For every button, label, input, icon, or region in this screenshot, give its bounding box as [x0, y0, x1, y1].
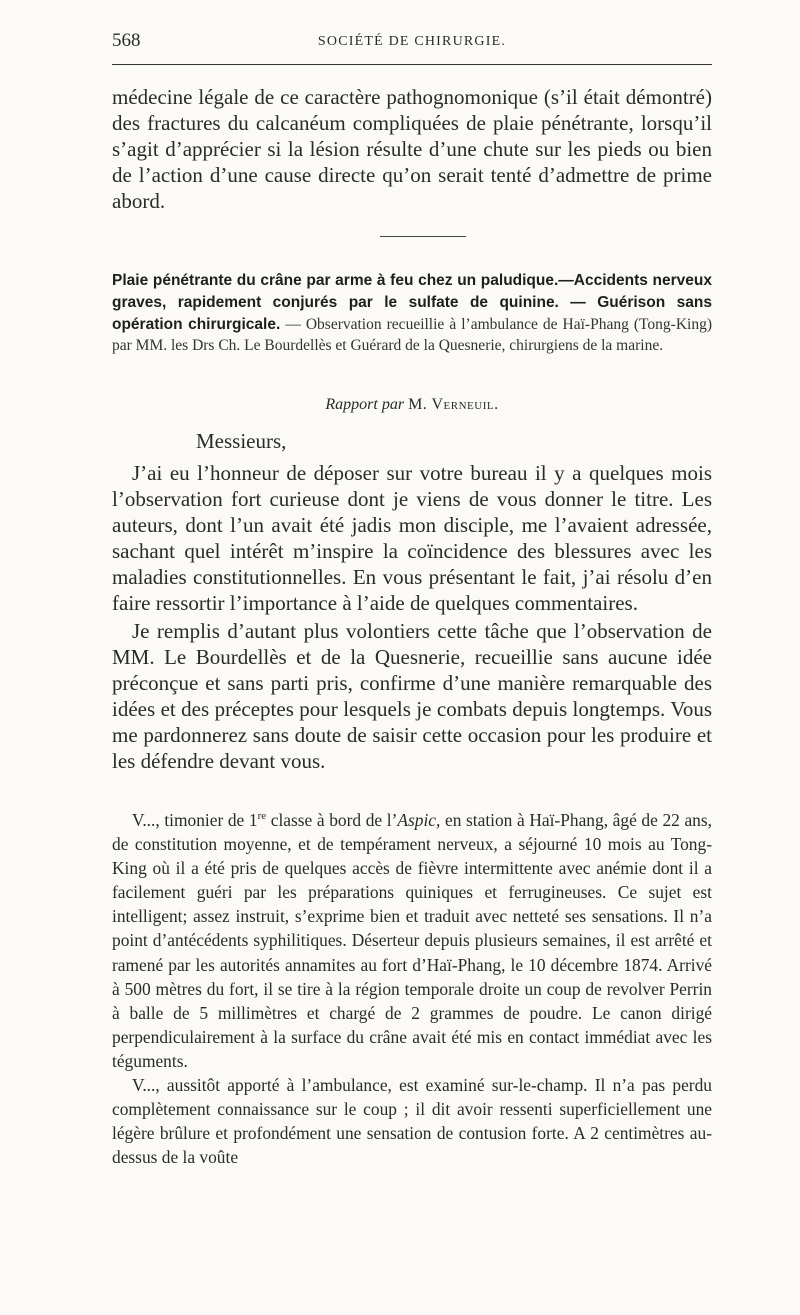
header-rule	[112, 64, 712, 65]
journal-title: SOCIÉTÉ DE CHIRURGIE.	[317, 34, 507, 49]
rapport-line	[112, 396, 712, 414]
intro-continuation	[112, 84, 712, 214]
article-heading	[112, 270, 712, 357]
obs-text: V..., timonier de 1	[132, 810, 258, 830]
obs-text: en station à Haï-Phang, âgé de 22 ans, de constitution moyenne, et de tempérament nerveux, a séjourné 10 mois au Tong-King où il a été pris de quelques accès de fièvre intermittente avec anémie dont il a facilement guéri par les préparations quiniques et ferrugineuses. Ce sujet est intelligent; assez instruit, s’exprime bien et traduit avec netteté ses sensations. Il n’a point d’antécédents syphilitiques. Déserteur depuis plusieurs semaines, il est arrêté et ramené par les autorités annamites au fort d’Haï-Phang, le 10 décembre 1874. Arrivé à 500 mètres du fort, il se tire à la région temporale droite un coup de revolver Perrin à balle de 5 millimètres et chargé de 2 grammes de poudre. Le canon dirigé perpendiculairement à la surface du crâne avait été mis en contact immédiat avec les téguments.	[112, 810, 712, 1071]
observation-paragraph: V..., aussitôt apporté à l’ambulance, est examiné sur-le-champ. Il n’a pas perdu complètement connaissance sur le coup ; il dit avoir ressenti superficiellement une légère brûlure et profondément une sensation de contusion forte. A 2 centimètres au-dessus de la voûte	[112, 1075, 712, 1168]
ship-name: Aspic,	[397, 810, 441, 830]
ordinal-superscript: re	[257, 810, 267, 823]
page-number: 568	[112, 30, 141, 51]
article-title: Plaie pénétrante du crâne par arme à feu chez un paludique.—Accidents nerveux graves, rapidement conjurés par le sulfate de quinine. — Guérison sans opération chirurgicale.	[112, 272, 712, 333]
intro-paragraph: médecine légale de ce caractère pathognomonique (s’il était démontré) des fractures du calcanéum compliquées de plaie pénétrante, lorsqu’il s’agit d’apprécier si la lésion résulte d’une chute sur les pieds ou bien de l’action d’une cause directe qu’on serait tenté d’admettre de prime abord.	[112, 85, 712, 213]
running-head	[112, 30, 712, 56]
report-body	[112, 460, 712, 774]
rapport-label: Rapport par	[325, 396, 405, 413]
salutation: Messieurs,	[196, 429, 287, 453]
rapport-author: M. Verneuil.	[408, 396, 499, 413]
body-paragraph: Je remplis d’autant plus volontiers cette tâche que l’observation de MM. Le Bourdellès et de la Quesnerie, recueillie sans aucune idée préconçue et sans parti pris, confirme d’une manière remarquable des idées et des préceptes pour lesquels je combats depuis longtemps. Vous me pardonnerez sans doute de saisir cette occasion pour les produire et les défendre devant vous.	[112, 619, 712, 773]
observation-paragraph	[112, 808, 712, 1073]
article-subtitle: — Observation recueillie à l’ambulance de Haï-Phang (Tong-King) par MM. les Drs Ch. Le Bourdellès et Guérard de la Quesnerie, chirurgiens de la marine.	[112, 315, 713, 355]
obs-text: classe à bord de l’	[266, 810, 398, 830]
section-separator	[380, 236, 466, 237]
body-paragraph: J’ai eu l’honneur de déposer sur votre bureau il y a quelques mois l’observation fort curieuse dont je viens de vous donner le titre. Les auteurs, dont l’un avait été jadis mon disciple, me l’avaient adressée, sachant quel intérêt m’inspire la coïncidence des blessures avec les maladies constitutionnelles. En vous présentant le fait, j’ai résolu d’en faire ressortir l’importance à l’aide de quelques commentaires.	[112, 461, 712, 615]
observation-text	[112, 808, 712, 1169]
